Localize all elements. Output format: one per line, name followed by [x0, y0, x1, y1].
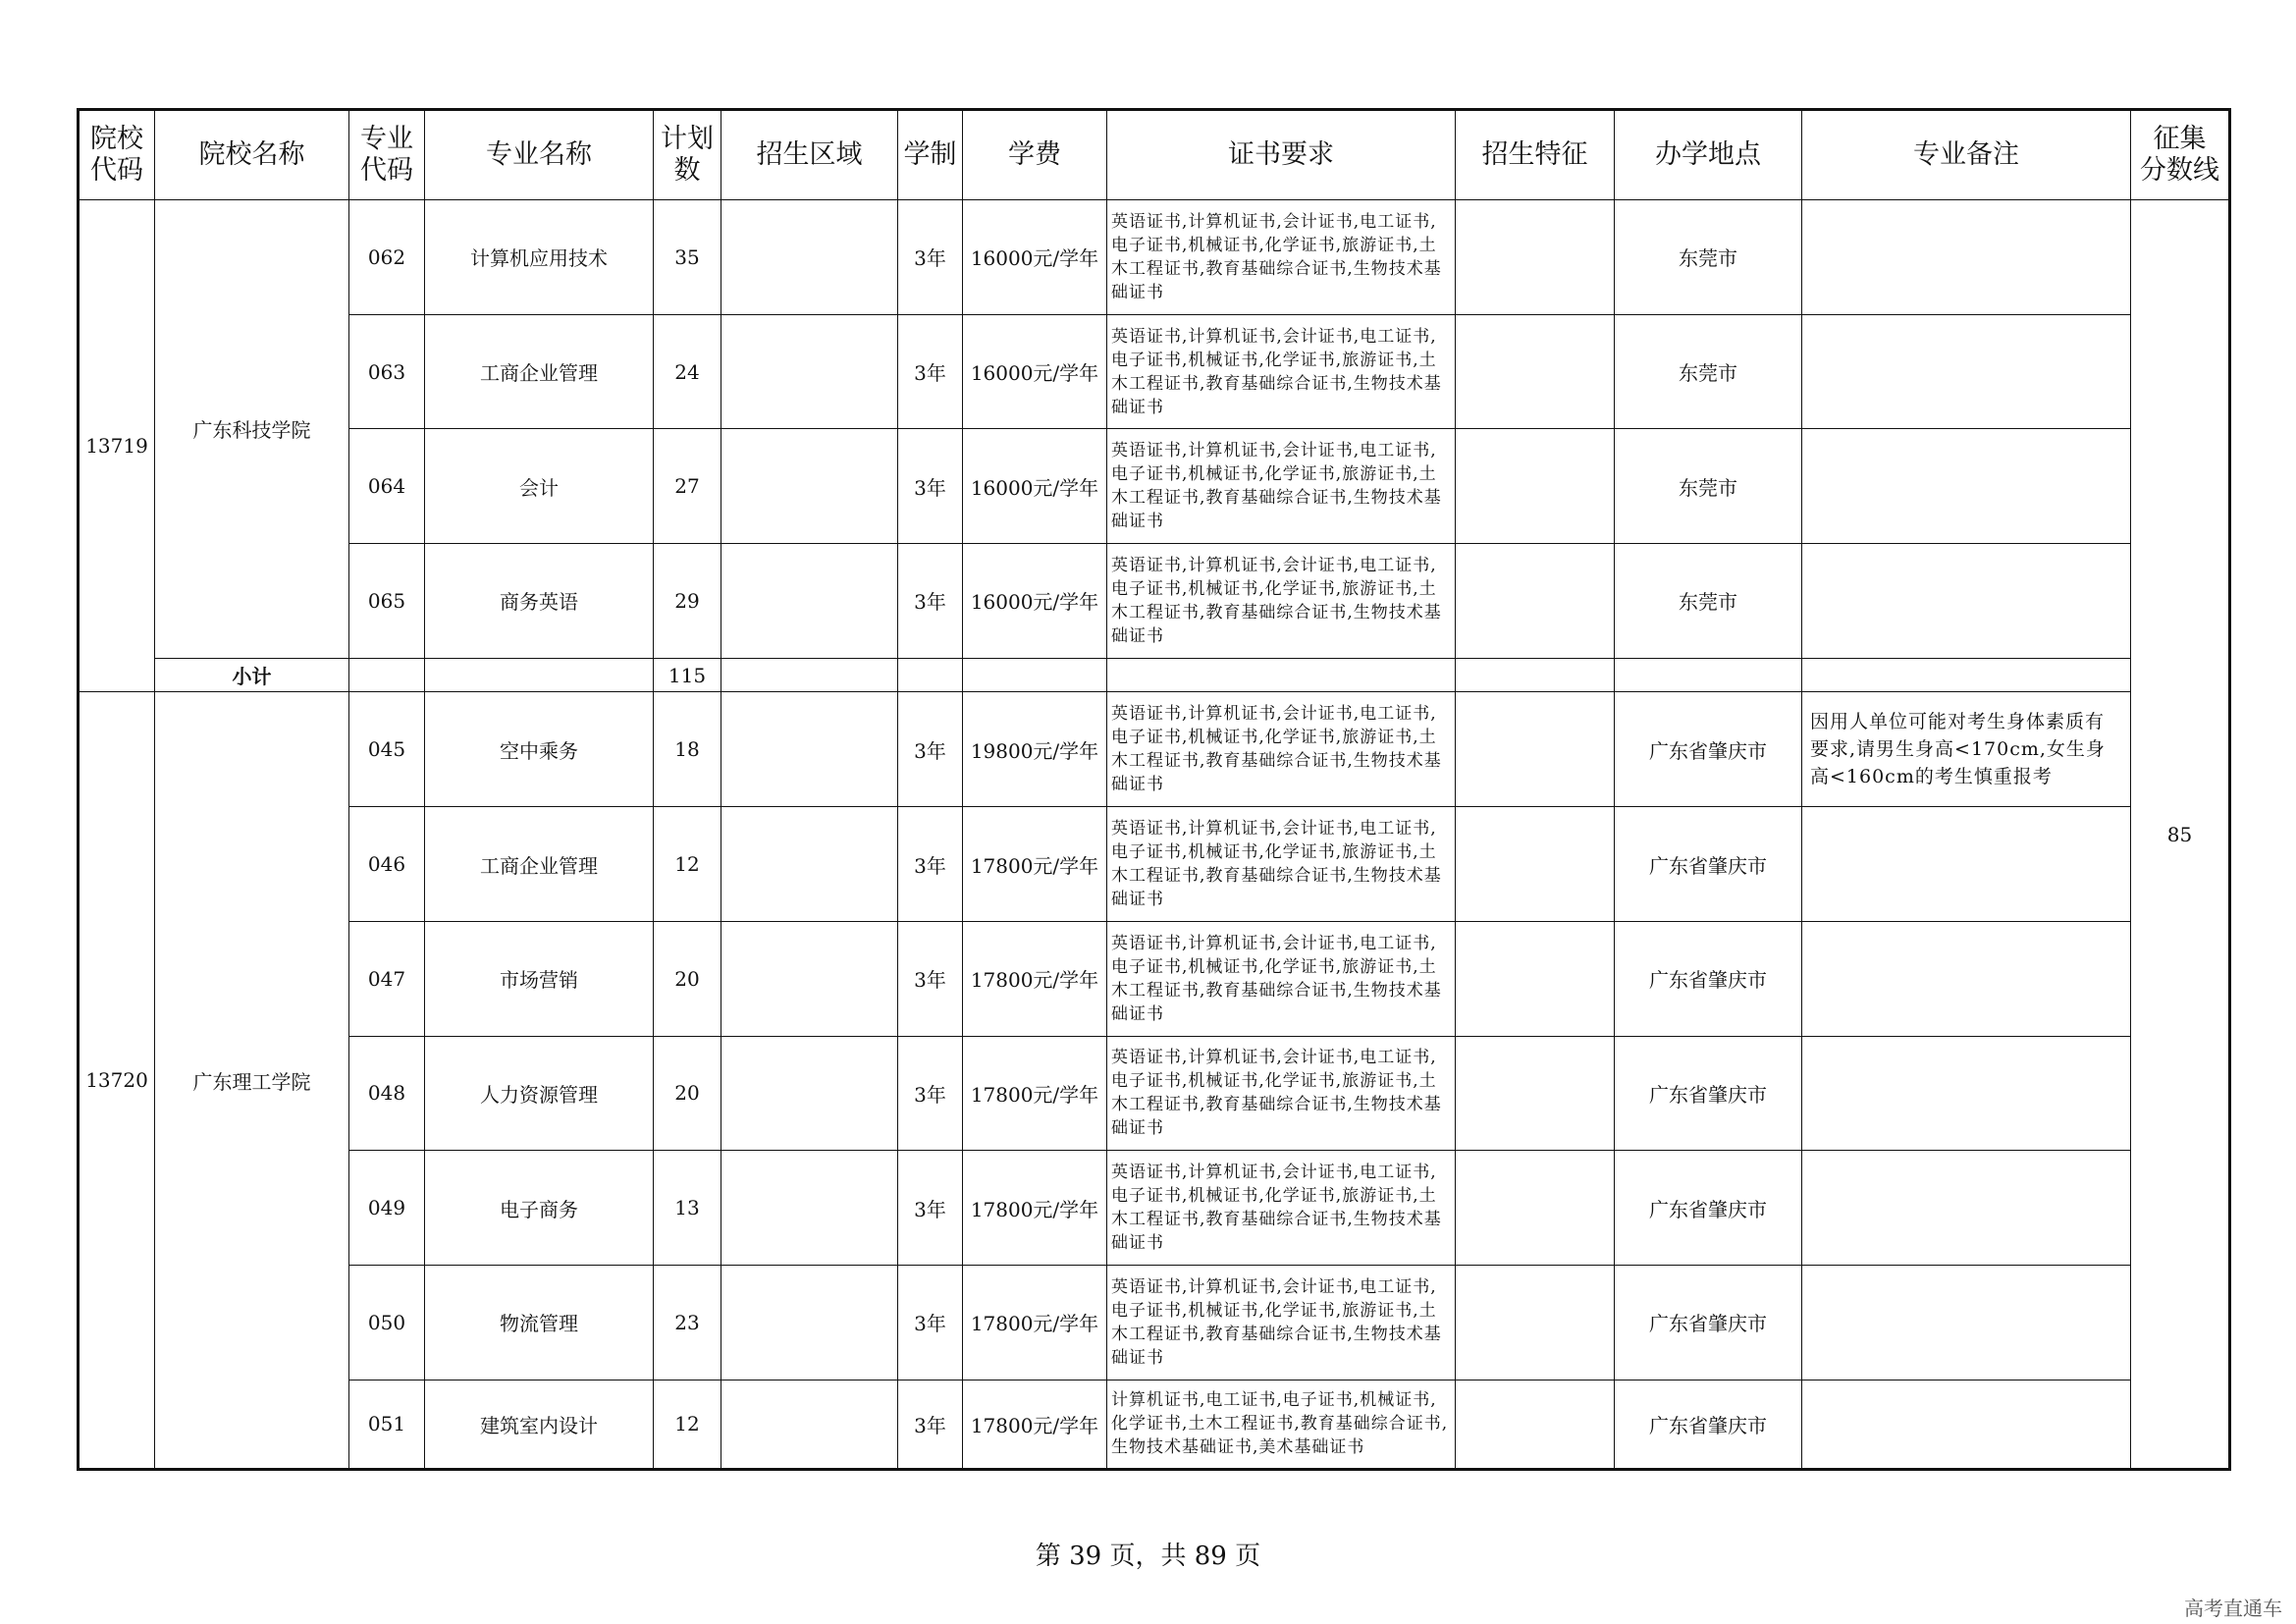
major-note	[1802, 1380, 2131, 1469]
duration: 3年	[898, 1265, 963, 1380]
empty-cell	[898, 658, 963, 692]
major-code: 050	[349, 1265, 425, 1380]
major-note	[1802, 429, 2131, 544]
table-row	[79, 200, 2230, 315]
plan-count: 20	[654, 1036, 721, 1151]
tuition-fee: 17800元/学年	[963, 921, 1107, 1036]
cutoff-score: 85	[2131, 200, 2230, 1470]
column-header-line: 专业备注	[1913, 139, 2019, 170]
table-header-row	[79, 110, 2230, 200]
enroll-region	[721, 544, 898, 659]
column-header-line: 专业名称	[486, 139, 592, 170]
tuition-fee: 17800元/学年	[963, 1265, 1107, 1380]
duration: 3年	[898, 921, 963, 1036]
tuition-fee: 17800元/学年	[963, 1036, 1107, 1151]
subtotal-count: 115	[654, 658, 721, 692]
duration: 3年	[898, 1151, 963, 1266]
enroll-region	[721, 692, 898, 807]
plan-count: 18	[654, 692, 721, 807]
school-code: 13720	[79, 692, 155, 1470]
tuition-fee: 16000元/学年	[963, 314, 1107, 429]
column-header	[1107, 110, 1456, 200]
certificate-requirement: 英语证书,计算机证书,会计证书,电工证书,电子证书,机械证书,化学证书,旅游证书,土木工程证书,教育基础综合证书,生物技术基础证书	[1107, 314, 1456, 429]
enroll-region	[721, 921, 898, 1036]
table-row	[79, 544, 2230, 659]
campus-location: 广东省肇庆市	[1615, 807, 1802, 922]
table-row	[79, 807, 2230, 922]
column-header-line: 办学地点	[1655, 139, 1761, 170]
tuition-fee: 16000元/学年	[963, 429, 1107, 544]
major-note: 因用人单位可能对考生身体素质有要求,请男生身高<170cm,女生身高<160cm的考生慎重报考	[1802, 692, 2131, 807]
major-code: 046	[349, 807, 425, 922]
duration: 3年	[898, 429, 963, 544]
major-code: 062	[349, 200, 425, 315]
certificate-requirement: 英语证书,计算机证书,会计证书,电工证书,电子证书,机械证书,化学证书,旅游证书,土木工程证书,教育基础综合证书,生物技术基础证书	[1107, 1151, 1456, 1266]
duration: 3年	[898, 692, 963, 807]
column-header-line: 院校名称	[198, 139, 305, 170]
tuition-fee: 16000元/学年	[963, 544, 1107, 659]
enroll-feature	[1456, 1151, 1615, 1266]
empty-cell	[963, 658, 1107, 692]
column-header-line: 证书要求	[1228, 139, 1334, 170]
enroll-feature	[1456, 1380, 1615, 1469]
column-header-line: 分数线	[2140, 155, 2219, 186]
major-code: 063	[349, 314, 425, 429]
major-note	[1802, 921, 2131, 1036]
column-header-line: 招生区域	[756, 139, 863, 170]
plan-count: 24	[654, 314, 721, 429]
major-code: 064	[349, 429, 425, 544]
tuition-fee: 17800元/学年	[963, 1151, 1107, 1266]
table-row	[79, 314, 2230, 429]
table-row	[79, 1265, 2230, 1380]
page-footer: 第 39 页，共 89 页	[1035, 1542, 1261, 1571]
major-name: 人力资源管理	[425, 1036, 654, 1151]
plan-count: 29	[654, 544, 721, 659]
plan-count: 12	[654, 1380, 721, 1469]
major-name: 会计	[425, 429, 654, 544]
enroll-feature	[1456, 1036, 1615, 1151]
certificate-requirement: 英语证书,计算机证书,会计证书,电工证书,电子证书,机械证书,化学证书,旅游证书,土木工程证书,教育基础综合证书,生物技术基础证书	[1107, 1036, 1456, 1151]
school-code: 13719	[79, 200, 155, 692]
column-header	[79, 110, 155, 200]
table-row	[79, 429, 2230, 544]
duration: 3年	[898, 314, 963, 429]
certificate-requirement: 英语证书,计算机证书,会计证书,电工证书,电子证书,机械证书,化学证书,旅游证书,土木工程证书,教育基础综合证书,生物技术基础证书	[1107, 429, 1456, 544]
column-header-line: 代码	[90, 155, 143, 186]
table-row	[79, 1380, 2230, 1469]
tuition-fee: 16000元/学年	[963, 200, 1107, 315]
enroll-feature	[1456, 1265, 1615, 1380]
enroll-region	[721, 1151, 898, 1266]
column-header-line: 招生特征	[1481, 139, 1588, 170]
column-header-line: 计划	[661, 124, 714, 154]
column-header	[898, 110, 963, 200]
plan-count: 23	[654, 1265, 721, 1380]
enroll-region	[721, 1265, 898, 1380]
major-code: 048	[349, 1036, 425, 1151]
admission-plan-table	[77, 108, 2231, 1471]
major-note	[1802, 1265, 2131, 1380]
table-row	[79, 1151, 2230, 1266]
campus-location: 东莞市	[1615, 544, 1802, 659]
major-code: 047	[349, 921, 425, 1036]
empty-cell	[349, 658, 425, 692]
enroll-feature	[1456, 429, 1615, 544]
campus-location: 东莞市	[1615, 314, 1802, 429]
enroll-feature	[1456, 921, 1615, 1036]
campus-location: 广东省肇庆市	[1615, 1036, 1802, 1151]
campus-location: 广东省肇庆市	[1615, 921, 1802, 1036]
plan-count: 20	[654, 921, 721, 1036]
major-name: 计算机应用技术	[425, 200, 654, 315]
enroll-region	[721, 429, 898, 544]
column-header	[155, 110, 349, 200]
empty-cell	[1802, 658, 2131, 692]
major-note	[1802, 1036, 2131, 1151]
column-header-line: 征集	[2153, 124, 2207, 154]
watermark: 高考直通车	[2184, 1597, 2282, 1620]
empty-cell	[1107, 658, 1456, 692]
enroll-region	[721, 200, 898, 315]
campus-location: 广东省肇庆市	[1615, 1265, 1802, 1380]
certificate-requirement: 英语证书,计算机证书,会计证书,电工证书,电子证书,机械证书,化学证书,旅游证书,土木工程证书,教育基础综合证书,生物技术基础证书	[1107, 1265, 1456, 1380]
empty-cell	[1615, 658, 1802, 692]
campus-location: 广东省肇庆市	[1615, 692, 1802, 807]
duration: 3年	[898, 807, 963, 922]
table-row	[79, 1036, 2230, 1151]
major-code: 065	[349, 544, 425, 659]
duration: 3年	[898, 1036, 963, 1151]
major-code: 045	[349, 692, 425, 807]
major-name: 空中乘务	[425, 692, 654, 807]
major-name: 物流管理	[425, 1265, 654, 1380]
major-note	[1802, 544, 2131, 659]
enroll-region	[721, 314, 898, 429]
plan-count: 35	[654, 200, 721, 315]
duration: 3年	[898, 1380, 963, 1469]
major-name: 电子商务	[425, 1151, 654, 1266]
column-header	[1456, 110, 1615, 200]
column-header-line: 数	[673, 155, 701, 186]
enroll-feature	[1456, 544, 1615, 659]
column-header-line: 代码	[360, 155, 413, 186]
column-header-line: 专业	[360, 124, 413, 154]
major-code: 051	[349, 1380, 425, 1469]
major-name: 市场营销	[425, 921, 654, 1036]
column-header	[425, 110, 654, 200]
enroll-region	[721, 1036, 898, 1151]
plan-count: 27	[654, 429, 721, 544]
empty-cell	[721, 658, 898, 692]
enroll-feature	[1456, 807, 1615, 922]
plan-count: 13	[654, 1151, 721, 1266]
empty-cell	[425, 658, 654, 692]
major-note	[1802, 1151, 2131, 1266]
major-note	[1802, 807, 2131, 922]
column-header	[654, 110, 721, 200]
column-header-line: 学制	[903, 139, 957, 170]
column-header	[2131, 110, 2230, 200]
major-note	[1802, 200, 2131, 315]
major-name: 工商企业管理	[425, 314, 654, 429]
column-header	[1802, 110, 2131, 200]
school-name: 广东科技学院	[155, 200, 349, 659]
certificate-requirement: 英语证书,计算机证书,会计证书,电工证书,电子证书,机械证书,化学证书,旅游证书,土木工程证书,教育基础综合证书,生物技术基础证书	[1107, 807, 1456, 922]
enroll-region	[721, 807, 898, 922]
duration: 3年	[898, 200, 963, 315]
duration: 3年	[898, 544, 963, 659]
major-name: 工商企业管理	[425, 807, 654, 922]
column-header	[1615, 110, 1802, 200]
campus-location: 广东省肇庆市	[1615, 1380, 1802, 1469]
major-name: 商务英语	[425, 544, 654, 659]
enroll-feature	[1456, 692, 1615, 807]
enroll-feature	[1456, 314, 1615, 429]
school-name: 广东理工学院	[155, 692, 349, 1470]
subtotal-row	[79, 658, 2230, 692]
column-header	[963, 110, 1107, 200]
certificate-requirement: 英语证书,计算机证书,会计证书,电工证书,电子证书,机械证书,化学证书,旅游证书,土木工程证书,教育基础综合证书,生物技术基础证书	[1107, 921, 1456, 1036]
table-row	[79, 692, 2230, 807]
column-header-line: 学费	[1008, 139, 1061, 170]
column-header-line: 院校	[90, 124, 143, 154]
empty-cell	[1456, 658, 1615, 692]
enroll-feature	[1456, 200, 1615, 315]
tuition-fee: 17800元/学年	[963, 1380, 1107, 1469]
certificate-requirement: 计算机证书,电工证书,电子证书,机械证书,化学证书,土木工程证书,教育基础综合证书,生物技术基础证书,美术基础证书	[1107, 1380, 1456, 1469]
plan-count: 12	[654, 807, 721, 922]
campus-location: 广东省肇庆市	[1615, 1151, 1802, 1266]
campus-location: 东莞市	[1615, 200, 1802, 315]
certificate-requirement: 英语证书,计算机证书,会计证书,电工证书,电子证书,机械证书,化学证书,旅游证书,土木工程证书,教育基础综合证书,生物技术基础证书	[1107, 692, 1456, 807]
major-code: 049	[349, 1151, 425, 1266]
tuition-fee: 17800元/学年	[963, 807, 1107, 922]
enroll-region	[721, 1380, 898, 1469]
major-name: 建筑室内设计	[425, 1380, 654, 1469]
certificate-requirement: 英语证书,计算机证书,会计证书,电工证书,电子证书,机械证书,化学证书,旅游证书,土木工程证书,教育基础综合证书,生物技术基础证书	[1107, 544, 1456, 659]
campus-location: 东莞市	[1615, 429, 1802, 544]
major-note	[1802, 314, 2131, 429]
tuition-fee: 19800元/学年	[963, 692, 1107, 807]
table-row	[79, 921, 2230, 1036]
column-header	[721, 110, 898, 200]
certificate-requirement: 英语证书,计算机证书,会计证书,电工证书,电子证书,机械证书,化学证书,旅游证书,土木工程证书,教育基础综合证书,生物技术基础证书	[1107, 200, 1456, 315]
column-header	[349, 110, 425, 200]
subtotal-label: 小计	[155, 658, 349, 692]
